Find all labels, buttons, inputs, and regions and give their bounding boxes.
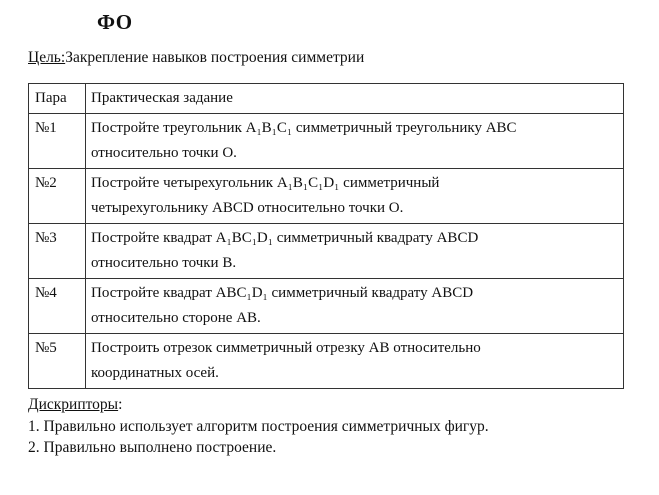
table-row — [29, 334, 624, 389]
task-line-2: четырехугольнику ABCD относительно точки О. — [91, 200, 404, 216]
tasks-table — [28, 83, 624, 389]
row-task — [86, 224, 624, 279]
goal-line — [28, 49, 364, 67]
task-line-1: Постройте четырехугольник A₁B₁C₁D₁ симметричный — [91, 175, 440, 191]
descriptors-colon: : — [118, 396, 123, 413]
page-title: ФО — [97, 10, 133, 34]
goal-label: Цель: — [28, 49, 66, 66]
table-row — [29, 279, 624, 334]
task-line-2: относительно стороне AB. — [91, 310, 261, 326]
descriptor-item: 1. Правильно использует алгоритм построения симметричных фигур. — [28, 418, 489, 435]
row-task — [86, 169, 624, 224]
goal-text: Закрепление навыков построения симметрии — [65, 49, 365, 66]
table-row — [29, 169, 624, 224]
row-task — [86, 334, 624, 389]
task-line-2: координатных осей. — [91, 365, 219, 381]
descriptor-item: 2. Правильно выполнено построение. — [28, 439, 277, 456]
header-task: Практическая задание — [86, 84, 624, 114]
task-line-1: Построить отрезок симметричный отрезку AB относительно — [91, 340, 481, 356]
table-header-row — [29, 84, 624, 114]
task-line-1: Постройте квадрат ABC₁D₁ симметричный квадрату ABCD — [91, 285, 474, 301]
descriptors-label: Дискрипторы — [28, 396, 119, 413]
row-number: №2 — [29, 169, 86, 224]
task-line-1: Постройте треугольник A₁B₁C₁ симметричный треугольнику ABC — [91, 120, 517, 136]
task-line-2: относительно точки О. — [91, 145, 237, 161]
table-row — [29, 224, 624, 279]
task-line-1: Постройте квадрат A₁BC₁D₁ симметричный квадрату ABCD — [91, 230, 479, 246]
row-task — [86, 279, 624, 334]
descriptors-list — [28, 416, 489, 458]
row-number: №1 — [29, 114, 86, 169]
descriptors-heading — [28, 396, 122, 414]
task-line-2: относительно точки В. — [91, 255, 237, 271]
row-number: №3 — [29, 224, 86, 279]
row-task — [86, 114, 624, 169]
table-row — [29, 114, 624, 169]
header-pair: Пара — [29, 84, 86, 114]
row-number: №5 — [29, 334, 86, 389]
row-number: №4 — [29, 279, 86, 334]
